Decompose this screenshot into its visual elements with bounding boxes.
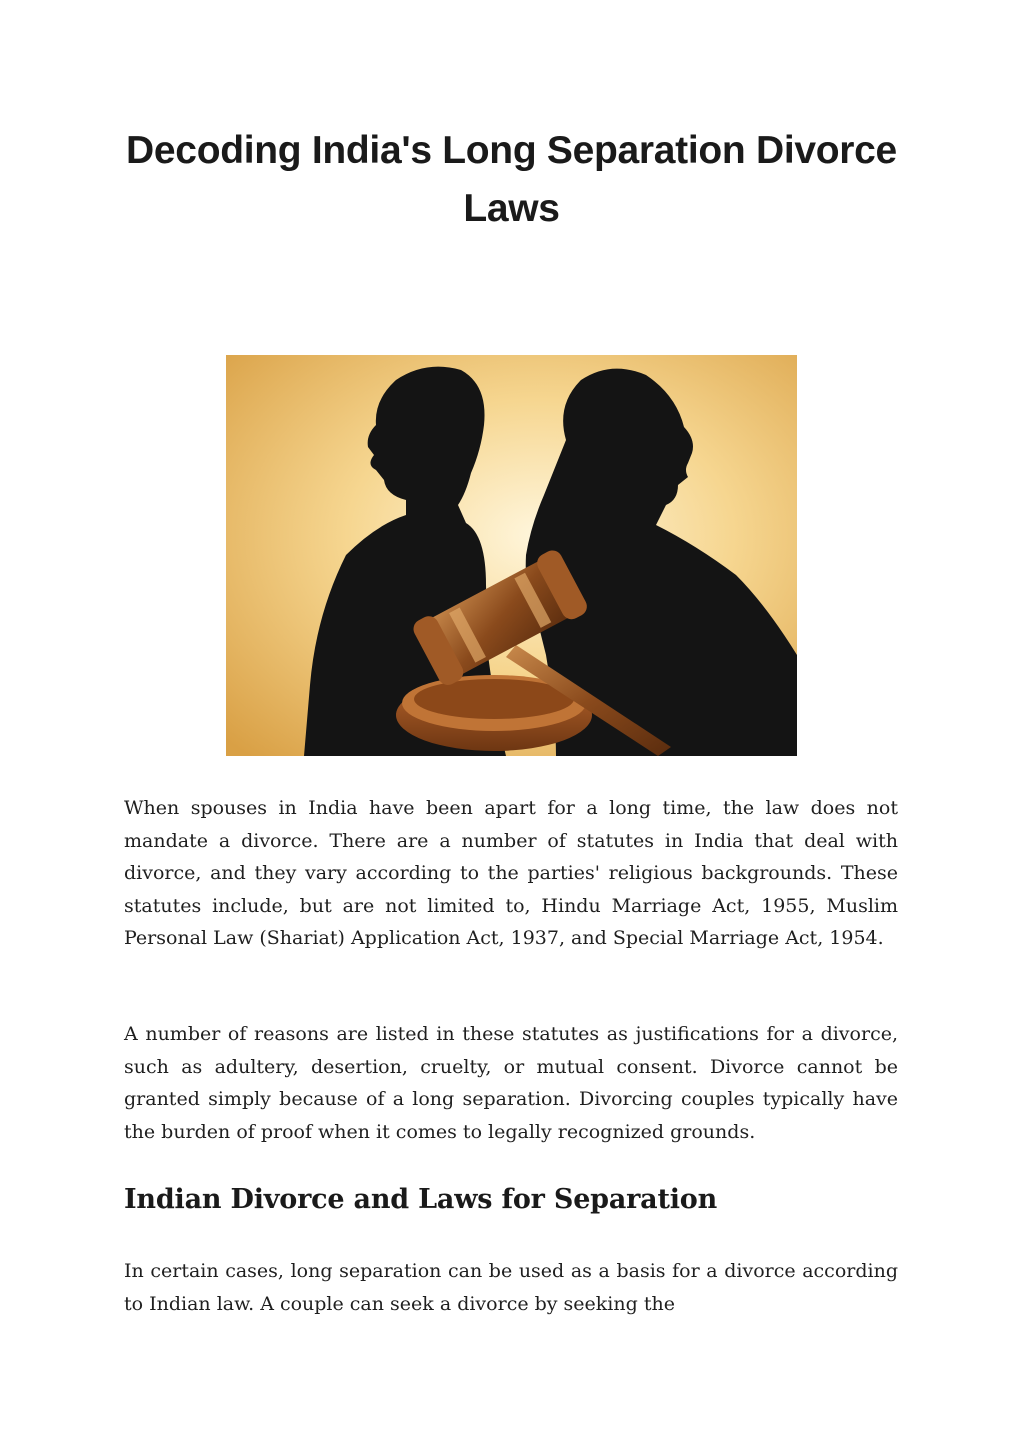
divorce-gavel-illustration [226, 355, 797, 756]
grounds-paragraph: A number of reasons are listed in these statutes as justifications for a divorce, such as adultery, desertion, cruelty, or mutual consent. Divorce cannot be granted simply because of a long separation. Divorcing couples typically have the burden of proof when it comes to legally recognized grounds. [124, 1023, 898, 1143]
section-heading: Indian Divorce and Laws for Separation [124, 1184, 718, 1215]
page-title: Decoding India's Long Separation Divorce Laws [126, 129, 897, 230]
intro-paragraph: When spouses in India have been apart for a long time, the law does not mandate a divorce. There are a number of statutes in India that deal with divorce, and they vary according to the parties' religious backgrounds. These statutes include, but are not limited to, Hindu Marriage Act, 1955, Muslim Personal Law (Shariat) Application Act, 1937, and Special Marriage Act, 1954. [124, 797, 898, 950]
section-paragraph: In certain cases, long separation can be used as a basis for a divorce according to Indian law. A couple can seek a divorce by seeking the [124, 1260, 898, 1315]
